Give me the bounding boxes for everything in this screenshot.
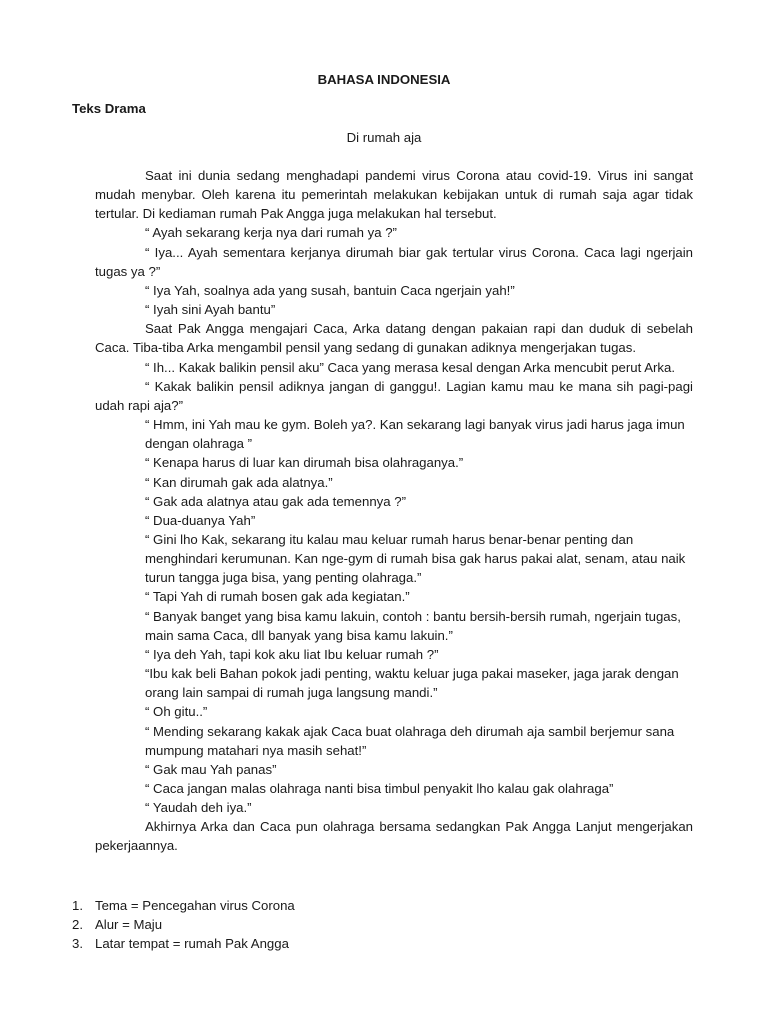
list-item-number: 2. bbox=[72, 917, 83, 933]
drama-title: Di rumah aja bbox=[346, 130, 422, 145]
drama-body bbox=[95, 166, 693, 856]
paragraph: “ Ih... Kakak balikin pensil aku” Caca yang merasa kesal dengan Arka mencubit perut Arka. bbox=[145, 359, 675, 375]
paragraph: “ Caca jangan malas olahraga nanti bisa timbul penyakit lho kalau gak olahraga” bbox=[145, 781, 614, 796]
paragraph: “ Iya deh Yah, tapi kok aku liat Ibu keluar rumah ?” bbox=[145, 646, 439, 662]
paragraph: “ Gini lho Kak, sekarang itu kalau mau keluar rumah harus benar-benar penting dan menghindari kerumunan. Kan nge-gym di rumah bisa gak harus pakai alat, senam, atau naik turun tangga juga bisa, yang penting olahraga.” bbox=[145, 531, 686, 586]
paragraph: “ Kan dirumah gak ada alatnya.” bbox=[145, 474, 333, 490]
list-item-text: Tema = Pencegahan virus Corona bbox=[95, 898, 295, 913]
list-item bbox=[72, 934, 692, 953]
paragraph: “ Iya... Ayah sementara kerjanya dirumah biar gak tertular virus Corona. Caca lagi ngerjain tugas ya ?” bbox=[95, 244, 693, 279]
paragraph: “ Gak ada alatnya atau gak ada temennya ?” bbox=[145, 493, 406, 509]
paragraph: “ Oh gitu..” bbox=[145, 704, 208, 720]
summary-list bbox=[72, 896, 692, 953]
paragraph: “Ibu kak beli Bahan pokok jadi penting, waktu keluar juga pakai maseker, jaga jarak dengan orang lain sampai di rumah juga langsung mandi.” bbox=[145, 666, 679, 701]
paragraph: “ Iya Yah, soalnya ada yang susah, bantuin Caca ngerjain yah!” bbox=[145, 282, 515, 298]
paragraph: “ Kakak balikin pensil adiknya jangan di ganggu!. Lagian kamu mau ke mana sih pagi-pagi udah rapi aja?” bbox=[95, 378, 693, 413]
list-item-text: Alur = Maju bbox=[95, 917, 163, 933]
list-item-text: Latar tempat = rumah Pak Angga bbox=[95, 936, 289, 952]
list-item bbox=[72, 896, 692, 915]
paragraph: “ Iyah sini Ayah bantu” bbox=[145, 302, 276, 318]
paragraph: “ Tapi Yah di rumah bosen gak ada kegiatan.” bbox=[145, 589, 410, 605]
paragraph: Akhirnya Arka dan Caca pun olahraga bersama sedangkan Pak Angga Lanjut mengerjakan pekerjaannya. bbox=[95, 819, 693, 854]
paragraph: Saat ini dunia sedang menghadapi pandemi virus Corona atau covid-19. Virus ini sangat mudah menybar. Oleh karena itu pemerintah melakukan kebijakan untuk di rumah saja agar tidak tertular. Di kediaman rumah Pak Angga juga melakukan hal tersebut. bbox=[95, 168, 693, 222]
paragraph: “ Kenapa harus di luar kan dirumah bisa olahraganya.” bbox=[145, 455, 464, 471]
document-title: BAHASA INDONESIA bbox=[317, 72, 451, 87]
paragraph: “ Gak mau Yah panas” bbox=[145, 761, 277, 777]
paragraph: “ Ayah sekarang kerja nya dari rumah ya ?” bbox=[145, 225, 397, 241]
paragraph: “ Banyak banget yang bisa kamu lakuin, contoh : bantu bersih-bersih rumah, ngerjain tugas, main sama Caca, dll banyak yang bisa kamu lakuin.” bbox=[145, 608, 681, 643]
list-item-number: 1. bbox=[72, 898, 83, 913]
paragraph: “ Hmm, ini Yah mau ke gym. Boleh ya?. Kan sekarang lagi banyak virus jadi harus jaga imun dengan olahraga ” bbox=[145, 417, 685, 452]
list-item bbox=[72, 915, 692, 934]
section-heading: Teks Drama bbox=[72, 101, 146, 116]
paragraph: “ Yaudah deh iya.” bbox=[145, 800, 252, 816]
list-item-number: 3. bbox=[72, 936, 83, 952]
paragraph: “ Dua-duanya Yah” bbox=[145, 512, 256, 528]
paragraph: “ Mending sekarang kakak ajak Caca buat olahraga deh dirumah aja sambil berjemur sana mumpung matahari nya masih sehat!” bbox=[145, 723, 675, 758]
paragraph: Saat Pak Angga mengajari Caca, Arka datang dengan pakaian rapi dan duduk di sebelah Caca. Tiba-tiba Arka mengambil pensil yang sedang di gunakan adiknya mengerjakan tugas. bbox=[95, 321, 693, 356]
